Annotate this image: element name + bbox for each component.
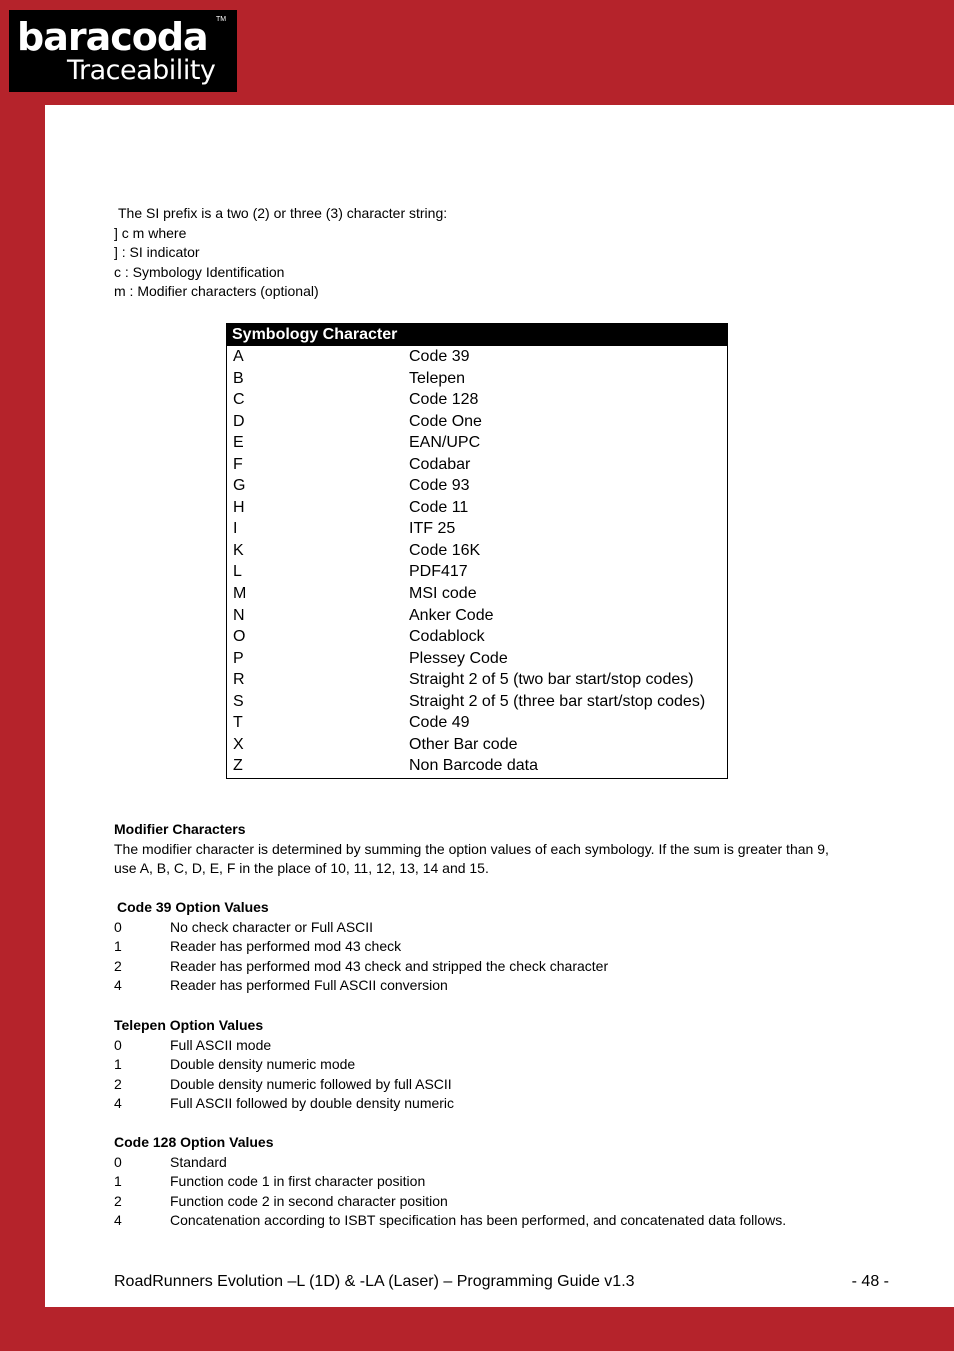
option-row: [114, 1211, 787, 1231]
symbology-name: Anker Code: [409, 606, 494, 624]
telepen-section: [114, 1016, 455, 1114]
symbology-row: [227, 755, 727, 777]
logo-brand: baracoda: [17, 15, 208, 59]
logo-trademark: TM: [216, 16, 227, 23]
option-row: [114, 937, 402, 957]
option-description: No check character or Full ASCII: [170, 918, 374, 935]
symbology-code: X: [233, 735, 244, 753]
option-row: [114, 1172, 426, 1192]
symbology-code: L: [233, 563, 242, 581]
symbology-name: MSI code: [409, 585, 477, 603]
option-description: Double density numeric mode: [170, 1056, 356, 1073]
option-description: Function code 2 in second character position: [170, 1192, 448, 1209]
option-value: 0: [114, 1036, 122, 1053]
symbology-name: Plessey Code: [409, 649, 508, 667]
option-row: [114, 1192, 448, 1212]
option-value: 4: [114, 1095, 122, 1112]
symbology-code: N: [233, 606, 245, 624]
symbology-code: H: [233, 498, 245, 516]
option-row: [114, 1055, 356, 1075]
option-value: 4: [114, 1212, 122, 1229]
intro-line: ] : SI indicator: [114, 244, 200, 261]
symbology-code: K: [233, 541, 244, 559]
symbology-row: [227, 475, 727, 497]
symbology-row: [227, 411, 727, 433]
symbology-row: [227, 368, 727, 390]
symbology-name: Straight 2 of 5 (three bar start/stop codes): [409, 692, 706, 710]
symbology-code: F: [233, 455, 243, 473]
symbology-code: B: [233, 369, 244, 387]
symbology-row: [227, 691, 727, 713]
option-description: Reader has performed mod 43 check: [170, 938, 402, 955]
symbology-table-header: Symbology Character: [227, 324, 727, 346]
modifier-text: The modifier character is determined by summing the option values of each symbology. If the sum is greater than 9, use A, B, C, D, E, F in the place of 10, 11, 12, 13, 14 and 15.: [114, 840, 829, 877]
symbology-row: [227, 712, 727, 734]
symbology-row: [227, 540, 727, 562]
symbology-name: EAN/UPC: [409, 434, 481, 452]
option-description: Reader has performed mod 43 check and stripped the check character: [170, 957, 609, 974]
option-value: 2: [114, 1192, 122, 1209]
symbology-code: D: [233, 412, 245, 430]
symbology-code: E: [233, 434, 244, 452]
symbology-name: Code 11: [409, 498, 469, 516]
page-number: - 48 -: [851, 1273, 889, 1290]
option-row: [114, 957, 609, 977]
option-row: [114, 1036, 272, 1056]
modifier-section: [114, 820, 834, 879]
symbology-row: [227, 497, 727, 519]
symbology-row: [227, 518, 727, 540]
intro-line: The SI prefix is a two (2) or three (3) character string:: [118, 205, 448, 221]
symbology-code: P: [233, 649, 244, 667]
symbology-row: [227, 648, 727, 670]
symbology-row: [227, 346, 727, 368]
symbology-code: G: [233, 477, 246, 495]
logo-subtitle: Traceability: [67, 55, 216, 86]
symbology-code: R: [233, 671, 245, 689]
option-row: [114, 976, 448, 996]
option-row: [114, 1075, 452, 1095]
symbology-code: O: [233, 628, 246, 646]
symbology-name: Codabar: [409, 455, 471, 473]
symbology-code: A: [233, 348, 244, 365]
si-prefix-intro: [114, 204, 447, 302]
option-row: [114, 918, 374, 938]
intro-line: c : Symbology Identification: [114, 263, 285, 280]
symbology-code: S: [233, 692, 244, 710]
option-value: 2: [114, 957, 122, 974]
option-description: Function code 1 in first character position: [170, 1173, 426, 1190]
symbology-code: T: [233, 714, 243, 732]
symbology-row: [227, 734, 727, 756]
symbology-code: C: [233, 391, 245, 409]
option-description: Double density numeric followed by full ASCII: [170, 1075, 452, 1092]
baracoda-logo: [9, 10, 237, 92]
symbology-row: [227, 561, 727, 583]
symbology-name: PDF417: [409, 563, 468, 581]
code39-heading: Code 39 Option Values: [117, 899, 269, 915]
code128-section: [114, 1133, 787, 1231]
intro-line: ] c m where: [114, 224, 187, 241]
option-description: Full ASCII followed by double density numeric: [170, 1095, 455, 1112]
symbology-name: Other Bar code: [409, 735, 518, 753]
symbology-name: Codablock: [409, 628, 485, 646]
symbology-row: [227, 605, 727, 627]
symbology-name: ITF 25: [409, 520, 456, 538]
symbology-row: [227, 669, 727, 691]
option-description: Reader has performed Full ASCII conversion: [170, 977, 448, 994]
code128-heading: Code 128 Option Values: [114, 1134, 274, 1150]
option-value: 1: [114, 938, 122, 955]
symbology-name: Telepen: [409, 369, 466, 387]
telepen-heading: Telepen Option Values: [114, 1017, 264, 1033]
option-row: [114, 1153, 274, 1173]
symbology-name: Code 128: [409, 391, 479, 409]
symbology-name: Code 39: [409, 348, 470, 365]
option-description: Standard: [170, 1153, 227, 1170]
symbology-name: Code 49: [409, 714, 470, 732]
page-footer: [114, 1272, 889, 1292]
symbology-code: Z: [233, 757, 243, 775]
footer-title: RoadRunners Evolution –L (1D) & -LA (Laser) – Programming Guide v1.3: [114, 1273, 635, 1290]
symbology-code: I: [233, 520, 238, 538]
option-value: 1: [114, 1056, 122, 1073]
option-value: 2: [114, 1075, 122, 1092]
option-value: 1: [114, 1173, 122, 1190]
option-description: Full ASCII mode: [170, 1036, 272, 1053]
intro-line: m : Modifier characters (optional): [114, 283, 319, 300]
symbology-name: Straight 2 of 5 (two bar start/stop codes): [409, 671, 694, 689]
symbology-name: Code One: [409, 412, 482, 430]
symbology-name: Non Barcode data: [409, 757, 538, 775]
option-value: 4: [114, 977, 122, 994]
symbology-row: [227, 583, 727, 605]
symbology-row: [227, 432, 727, 454]
option-value: 0: [114, 918, 122, 935]
symbology-name: Code 16K: [409, 541, 481, 559]
option-description: Concatenation according to ISBT specification has been performed, and concatenated data follows.: [170, 1212, 787, 1229]
code39-section: [114, 898, 609, 996]
option-row: [114, 1094, 455, 1114]
modifier-heading: Modifier Characters: [114, 821, 246, 837]
symbology-name: Code 93: [409, 477, 470, 495]
symbology-code: M: [233, 585, 247, 603]
symbology-row: [227, 454, 727, 476]
symbology-row: [227, 389, 727, 411]
symbology-row: [227, 626, 727, 648]
symbology-table: [226, 323, 728, 779]
option-value: 0: [114, 1153, 122, 1170]
